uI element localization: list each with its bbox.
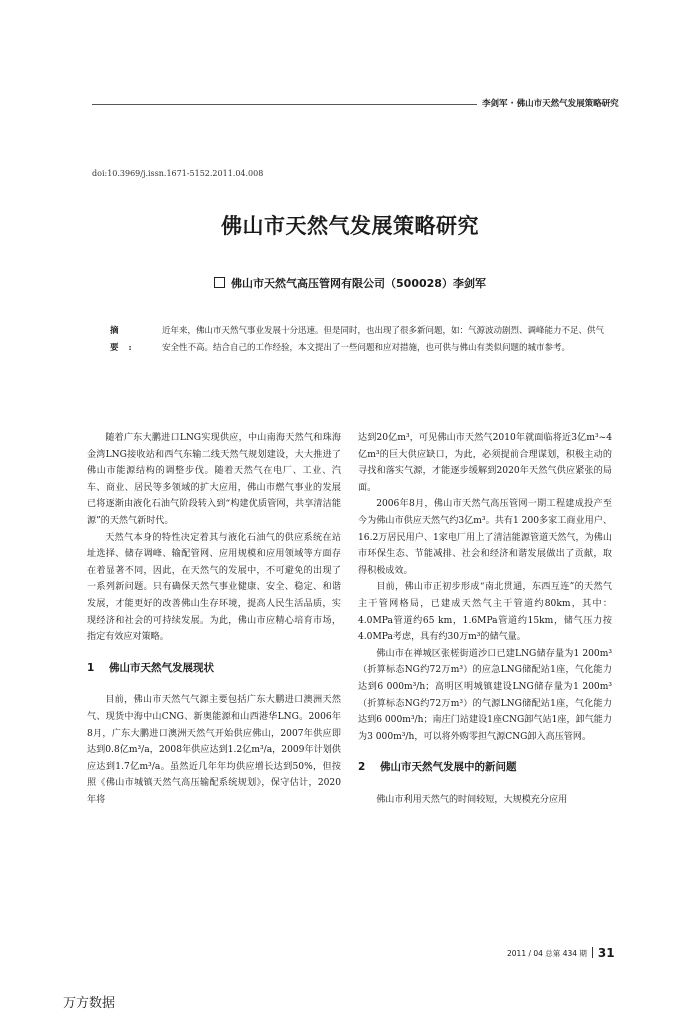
abstract bbox=[110, 323, 608, 357]
section-number: 2 bbox=[358, 761, 366, 774]
paragraph: 2006年8月，佛山市天然气高压管网一期工程建成投产至今为佛山市供应天然气约3亿m³。共有1 200多家工商业用户、16.2万居民用户、1家电厂用上了清洁能源管道天然气，为佛山市环保生态、节能减排、社会和经济和谐发展做出了贡献，取得积极成效。 bbox=[358, 499, 612, 576]
section-heading bbox=[358, 759, 612, 776]
page-footer bbox=[507, 946, 615, 960]
square-box-icon bbox=[214, 277, 225, 288]
right-column bbox=[358, 430, 612, 808]
footer-divider bbox=[592, 947, 593, 958]
section-heading bbox=[87, 660, 341, 677]
paragraph: 随着广东大鹏进口LNG实现供应，中山南海天然气和珠海金湾LNG接收站和西气东输二线天然气规划建设，大大推进了佛山市能源结构的调整步伐。随着天然气在电厂、工业、汽车、商业、居民等多领域的扩大应用，佛山市燃气事业的发展已将逐渐由液化石油气阶段转入到“构建优质管网，共享清洁能源”的天然气新时代。 bbox=[87, 433, 341, 526]
page-number: 31 bbox=[597, 946, 615, 960]
paragraph: 目前，佛山市正初步形成“南北贯通，东西互连”的天然气主干管网格局，已建成天然气主干管道约80km，其中：4.0MPa管道约65 km，1.6MPa管道约15km，储气压力按4.0MPa考虑，具有约30万m³的储气量。 bbox=[358, 582, 612, 643]
author-affiliation: 佛山市天然气高压管网有限公司（500028）李剑军 bbox=[231, 277, 486, 290]
author-line bbox=[0, 275, 700, 291]
paragraph: 天然气本身的特性决定着其与液化石油气的供应系统在站址选择、储存调峰、输配管网、应用规模和应用领域等方面存在着显著不同，因此，在天然气的发展中，不可避免的出现了一系列新问题。只有确保天然气事业健康、安全、稳定、和谐发展，才能更好的改善佛山生存环境，提高人民生活品质，实现经济和社会的可持续发展。为此，佛山市应精心培育市场，指定有效应对策略。 bbox=[87, 532, 341, 643]
left-column bbox=[87, 430, 341, 808]
paragraph: 达到20亿m³，可见佛山市天然气2010年就面临将近3亿m³~4亿m³的巨大供应缺口，为此，必须提前合理谋划，积极主动的寻找和落实气源，才能逐步缓解到2020年天然气供应紧张的局面。 bbox=[358, 433, 612, 493]
issue-info: 2011 / 04 总第 434 期 bbox=[507, 949, 587, 958]
abstract-label: 摘 要: bbox=[110, 326, 142, 353]
paragraph: 佛山市利用天然气的时间较短，大规模充分应用 bbox=[376, 794, 568, 805]
running-head: 李剑军 · 佛山市天然气发展策略研究 bbox=[482, 99, 619, 109]
header-rule bbox=[92, 104, 477, 105]
section-number: 1 bbox=[87, 661, 95, 674]
paper-title: 佛山市天然气发展策略研究 bbox=[221, 213, 479, 238]
abstract-text: 近年来，佛山市天然气事业发展十分迅速。但是同时，也出现了很多新问题，如：气源波动剧烈、调峰能力不足、供气安全性不高。结合自己的工作经验，本文提出了一些问题和应对措施，也可供与佛山有类似问题的城市参考。 bbox=[162, 326, 605, 353]
section-title: 佛山市天然气发展现状 bbox=[109, 661, 214, 674]
doi: doi:10.3969/j.issn.1671-5152.2011.04.008 bbox=[92, 169, 264, 178]
paragraph: 目前，佛山市天然气气源主要包括广东大鹏进口澳洲天然气、现货中海中山CNG、新奥能源和山西港华LNG。2006年8月，广东大鹏进口澳洲天然气开始供应佛山，2007年供应即达到0.8亿m³/a，2008年供应达到1.2亿m³/a，2009年计划供应达到1.7亿m³/a。虽然近几年年均供应增长达到50%，但按照《佛山市城镇天然气高压输配系统规划》，保守估计，2020年将 bbox=[87, 695, 341, 805]
paragraph: 佛山市在禅城区张槎街道沙口已建LNG储存量为1 200m³（折算标态NG约72万m³）的应急LNG储配站1座，气化能力达到6 000m³/h；高明区明城镇建设LNG储存量为1 200m³（折算标态NG约72万m³）的气源LNG储配站1座，气化能力达到6 000m³/h；南庄门站建设1座CNG卸气站1座，卸气能力为3 000m³/h，可以将外购零担气源CNG卸入高压管网。 bbox=[358, 648, 612, 742]
section-title: 佛山市天然气发展中的新问题 bbox=[380, 761, 517, 774]
watermark: 万方数据 bbox=[63, 996, 116, 1011]
